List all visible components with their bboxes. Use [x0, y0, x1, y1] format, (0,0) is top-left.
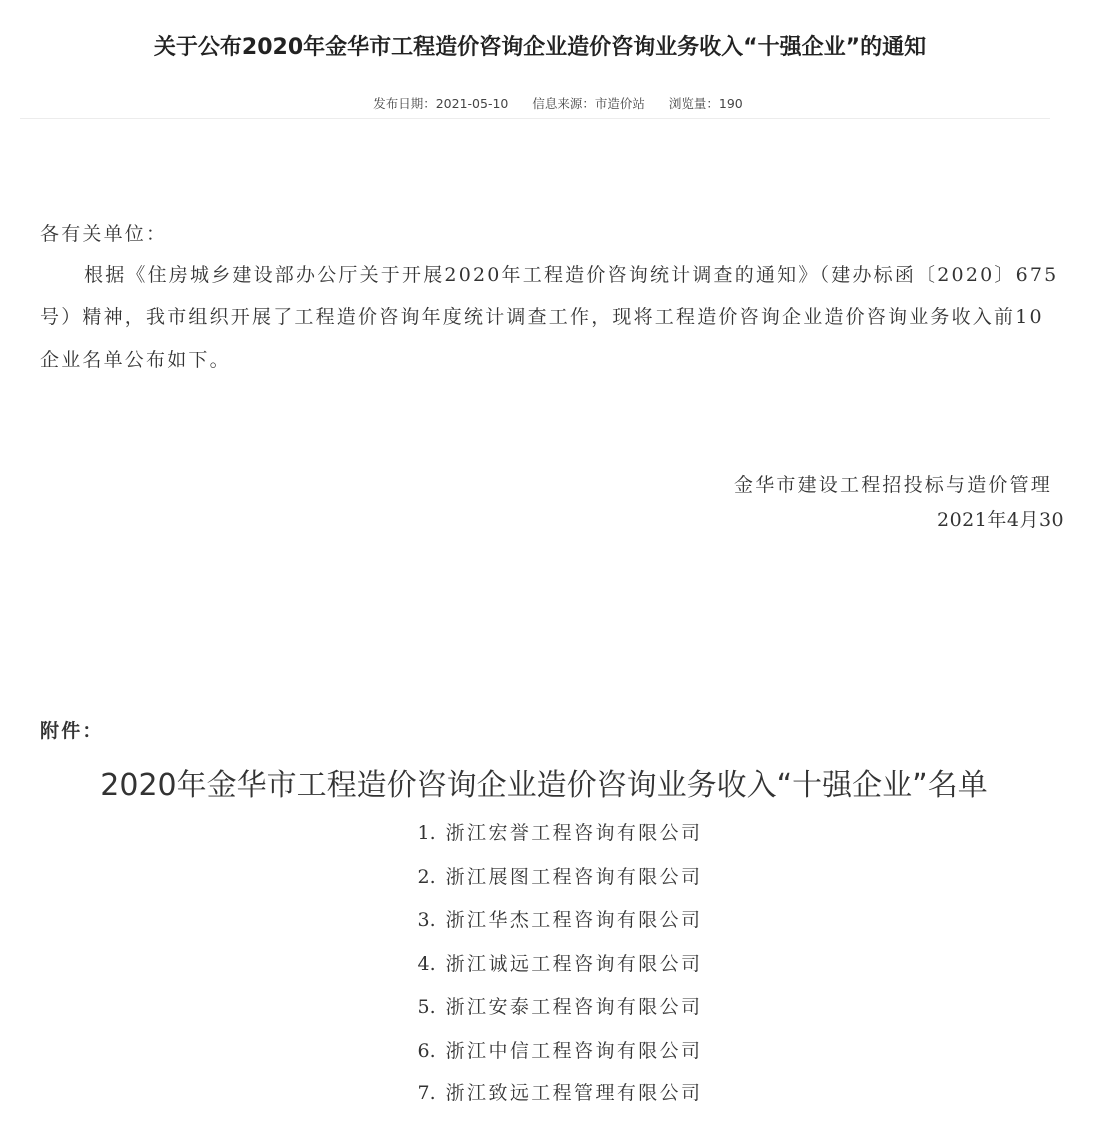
- company-list-item: [0, 818, 1120, 845]
- attachment-label: 附件：: [40, 720, 104, 742]
- company-rank: 3.: [417, 909, 436, 931]
- source-value: 市造价站: [594, 96, 645, 111]
- company-name: 浙江展图工程咨询有限公司: [445, 866, 703, 888]
- company-list-item: [0, 905, 1120, 932]
- signature-organization: 金华市建设工程招投标与造价管理: [734, 474, 1053, 496]
- company-rank: 6.: [417, 1040, 436, 1062]
- paragraph-line-2: 号）精神，我市组织开展了工程造价咨询年度统计调查工作，现将工程造价咨询企业造价咨询业务收入前10: [40, 306, 1044, 328]
- company-list-item: [0, 1036, 1120, 1063]
- company-name: 浙江宏誉工程咨询有限公司: [445, 822, 703, 844]
- paragraph-line-3: 企业名单公布如下。: [40, 349, 231, 371]
- source-label: 信息来源：: [532, 96, 595, 111]
- company-list-item: [0, 949, 1120, 976]
- company-name: 浙江华杰工程咨询有限公司: [445, 909, 703, 931]
- company-rank: 1.: [417, 822, 436, 844]
- publish-date-label: 发布日期：: [373, 96, 436, 111]
- list-title: 2020年金华市工程造价咨询企业造价咨询业务收入“十强企业”名单: [100, 768, 988, 803]
- company-rank: 2.: [417, 866, 436, 888]
- company-name: 浙江中信工程咨询有限公司: [445, 1040, 703, 1062]
- publish-date-value: 2021-05-10: [435, 96, 509, 111]
- salutation: 各有关单位：: [40, 223, 168, 245]
- company-name: 浙江安泰工程咨询有限公司: [445, 996, 703, 1018]
- company-list-item: [0, 862, 1120, 889]
- company-list-item: [0, 1078, 1120, 1105]
- signature-date: 2021年4月30: [937, 509, 1065, 531]
- company-name: 浙江诚远工程咨询有限公司: [445, 953, 703, 975]
- company-rank: 7.: [417, 1082, 436, 1104]
- view-count-value: 190: [718, 96, 743, 111]
- page-title: 关于公布2020年金华市工程造价咨询企业造价咨询业务收入“十强企业”的通知: [153, 35, 927, 60]
- company-name: 浙江致远工程管理有限公司: [445, 1082, 703, 1104]
- paragraph-line-1: 根据《住房城乡建设部办公厅关于开展2020年工程造价咨询统计调查的通知》（建办标函〔2020〕675: [84, 264, 1059, 286]
- company-rank: 4.: [417, 953, 436, 975]
- company-list-item: [0, 992, 1120, 1019]
- company-rank: 5.: [417, 996, 436, 1018]
- view-count-label: 浏览量：: [668, 96, 719, 111]
